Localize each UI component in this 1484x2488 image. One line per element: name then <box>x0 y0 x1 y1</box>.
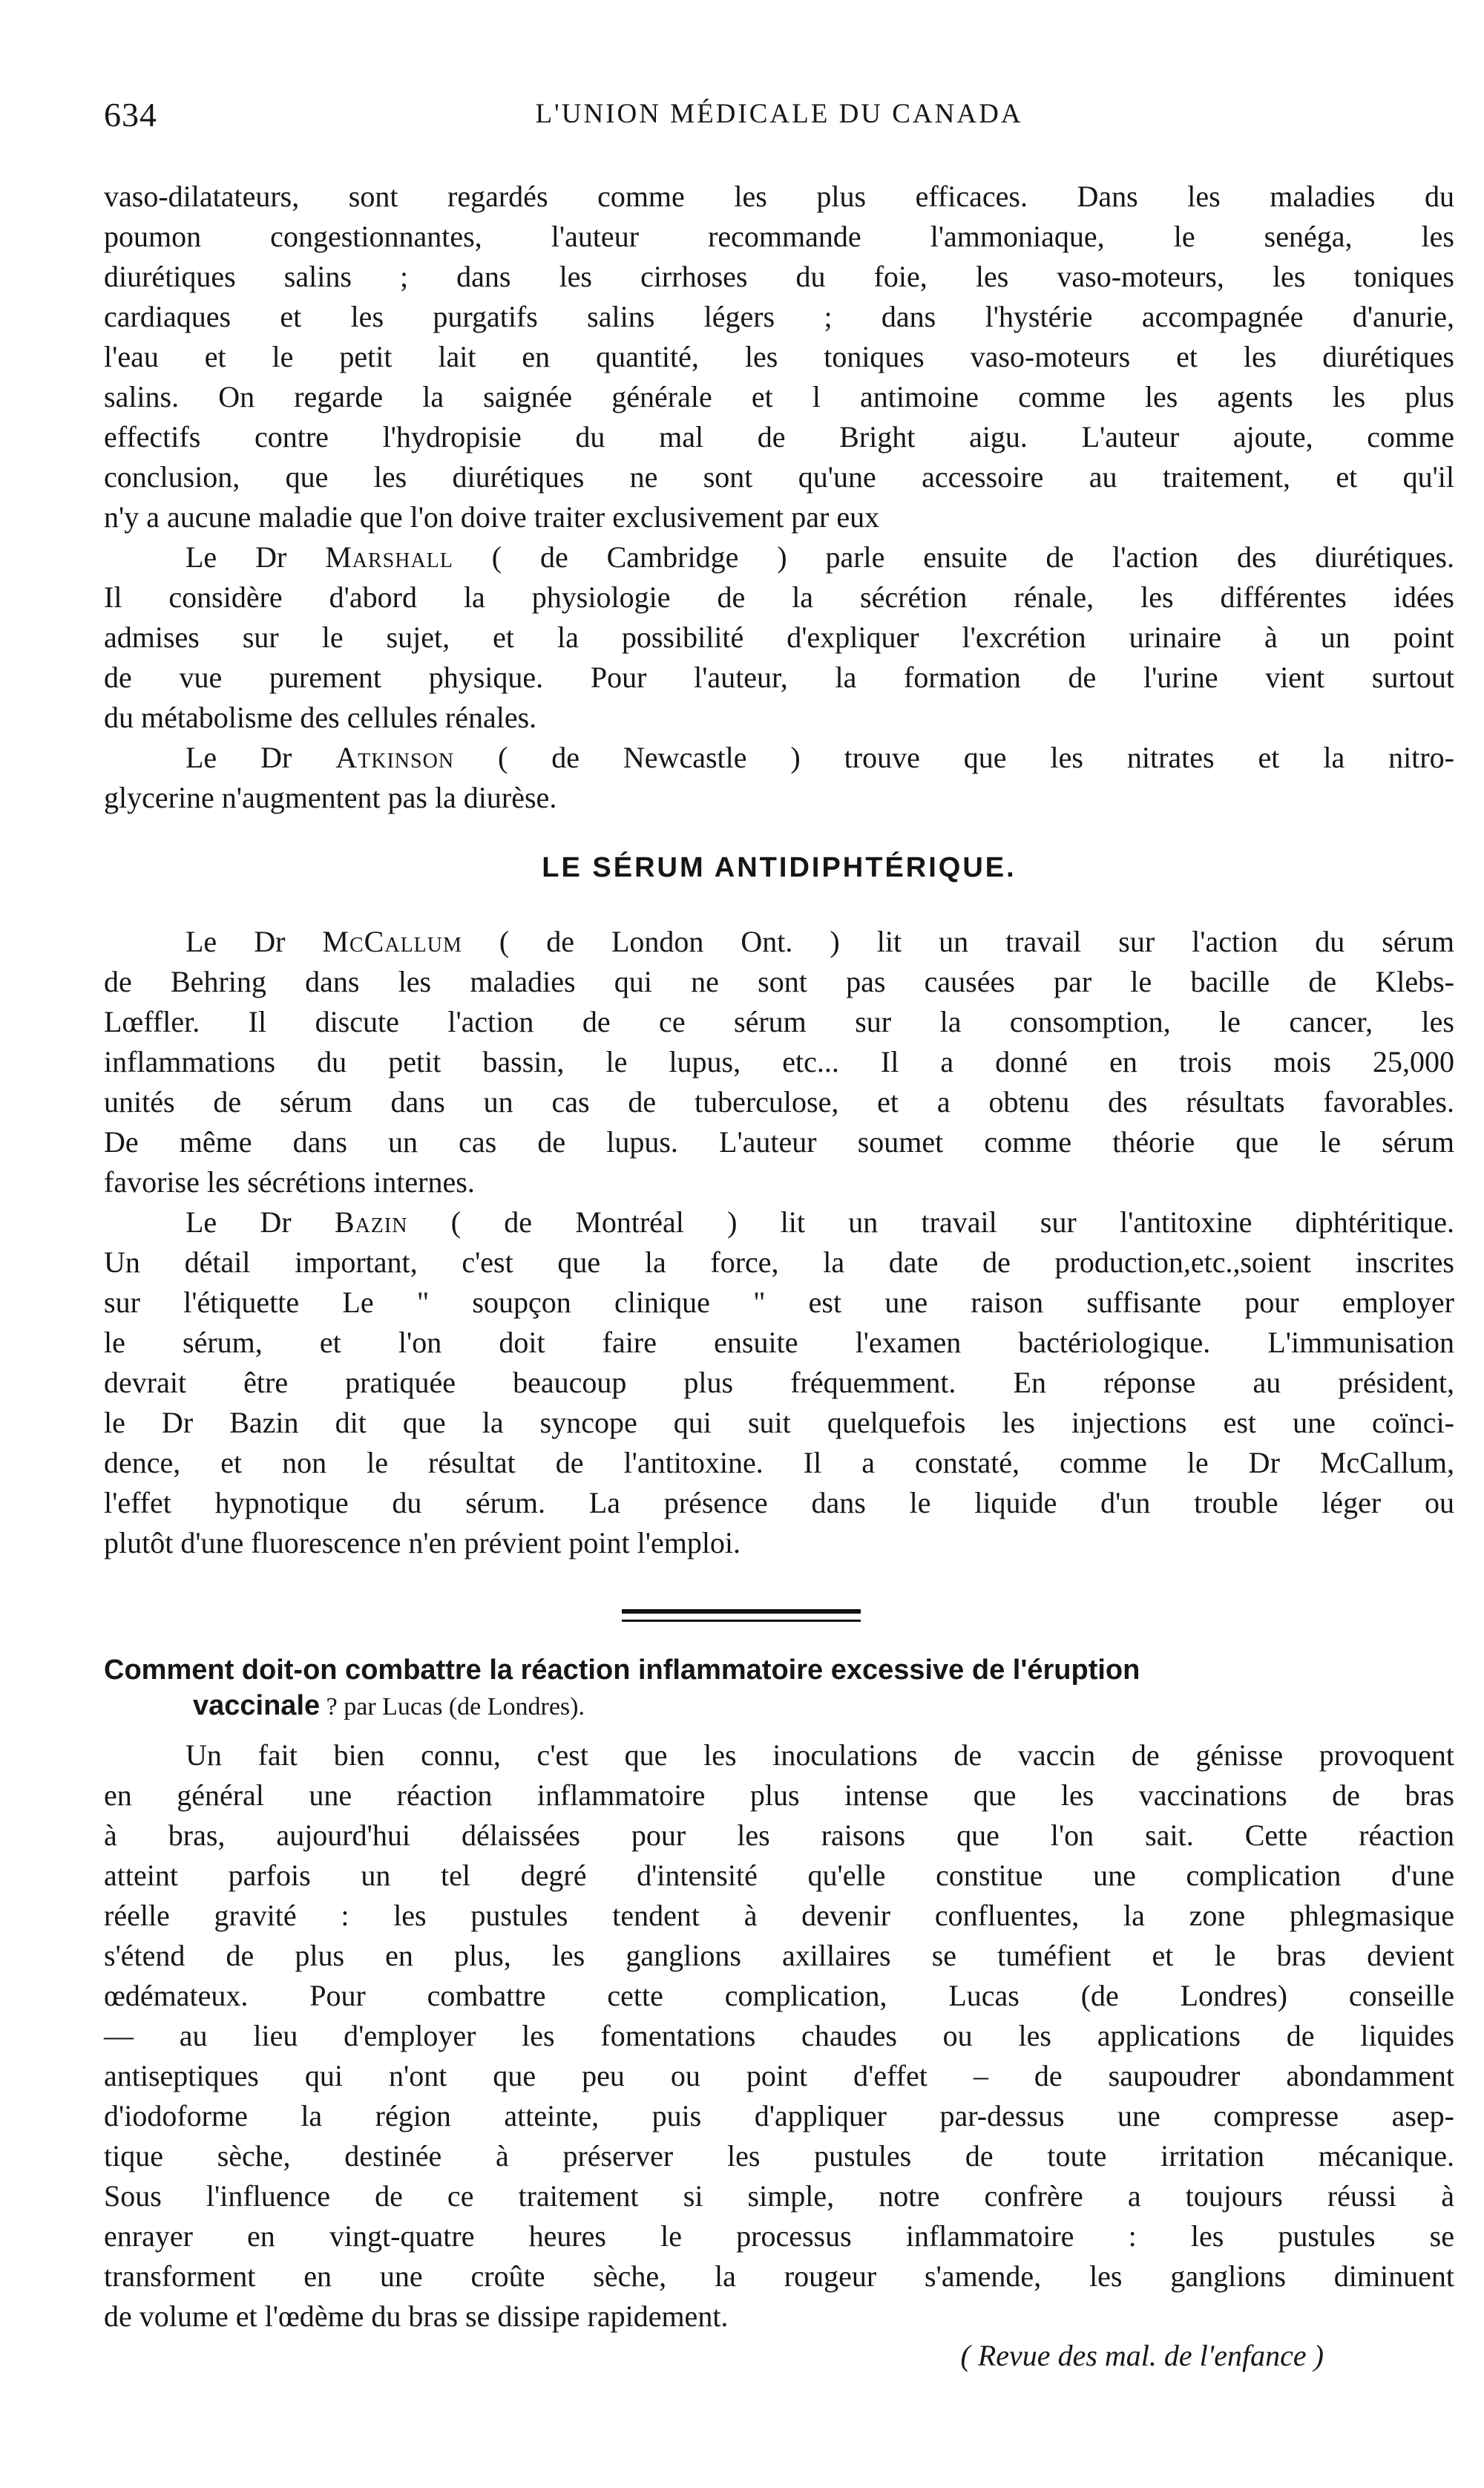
text-line <box>104 1202 1454 1243</box>
separator-rule <box>622 1609 861 1614</box>
text-line: en général une réaction inflammatoire plus intense que les vaccinations de bras <box>104 1778 1454 1812</box>
author-name: Bazin <box>334 1205 408 1239</box>
text-line: tique sèche, destinée à préserver les pustules de toute irritation mécanique. <box>104 2139 1454 2173</box>
text-line: n'y a aucune maladie que l'on doive traiter exclusivement par eux <box>104 500 880 534</box>
text-line: de volume et l'œdème du bras se dissipe rapidement. <box>104 2299 729 2333</box>
text-line: diurétiques salins ; dans les cirrhoses du foie, les vaso-moteurs, les toniques <box>104 260 1454 293</box>
page-number: 634 <box>104 96 157 134</box>
line-prefix: Le Dr <box>186 741 336 774</box>
text-line: Un fait bien connu, c'est que les inoculations de vaccin de génisse provoquent <box>186 1738 1454 1772</box>
author-name: McCallum <box>322 925 462 958</box>
text-line: s'étend de plus en plus, les ganglions axillaires se tuméfient et le bras devient <box>104 1939 1454 1972</box>
text-line: dence, et non le résultat de l'antitoxine. Il a constaté, comme le Dr McCallum, <box>104 1446 1454 1479</box>
text-line: Il considère d'abord la physiologie de la sécrétion rénale, les différentes idées <box>104 580 1454 614</box>
page-header <box>104 95 1454 140</box>
text-line: d'iodoforme la région atteinte, puis d'appliquer par-dessus une compresse asep- <box>104 2099 1454 2132</box>
article-source: ( Revue des mal. de l'enfance ) <box>960 2339 1324 2372</box>
text-line: sur l'étiquette Le " soupçon clinique " est une raison suffisante pour employer <box>104 1286 1454 1319</box>
text-line <box>104 537 1454 577</box>
marshall-paragraph <box>104 537 1454 738</box>
text-line: cardiaques et les purgatifs salins légers ; dans l'hystérie accompagnée d'anurie, <box>104 300 1454 333</box>
text-line: plutôt d'une fluorescence n'en prévient point l'emploi. <box>104 1526 741 1559</box>
text-line: effectifs contre l'hydropisie du mal de Bright aigu. L'auteur ajoute, comme <box>104 420 1454 454</box>
text-line: admises sur le sujet, et la possibilité d'expliquer l'excrétion urinaire à un point <box>104 621 1454 654</box>
text-line: Un détail important, c'est que la force, la date de production,etc.,soient inscrites <box>104 1245 1454 1279</box>
text-line: Lœffler. Il discute l'action de ce sérum sur la consomption, le cancer, les <box>104 1005 1454 1038</box>
author-name: Atkinson <box>335 741 455 774</box>
text-line: inflammations du petit bassin, le lupus, etc... Il a donné en trois mois 25,000 <box>104 1045 1454 1078</box>
separator-rule <box>622 1620 861 1622</box>
text-line: à bras, aujourd'hui délaissées pour les raisons que l'on sait. Cette réaction <box>104 1818 1454 1852</box>
text-line: — au lieu d'employer les fomentations chaudes ou les applications de liquides <box>104 2019 1454 2052</box>
diuretics-paragraph <box>104 177 1454 537</box>
text-line <box>104 922 1454 962</box>
text-line: de Behring dans les maladies qui ne sont pas causées par le bacille de Klebs- <box>104 965 1454 998</box>
line-prefix: Le Dr <box>186 540 326 574</box>
line-prefix: Le Dr <box>186 1205 335 1239</box>
text-line: réelle gravité : les pustules tendent à devenir confluentes, la zone phlegmasique <box>104 1899 1454 1932</box>
journal-title: L'UNION MÉDICALE DU CANADA <box>535 99 1023 129</box>
text-line: le sérum, et l'on doit faire ensuite l'examen bactériologique. L'immunisation <box>104 1326 1454 1359</box>
article-title <box>104 1652 1454 1723</box>
text-line: salins. On regarde la saignée générale et l antimoine comme les agents les plus <box>104 380 1454 413</box>
bazin-paragraph <box>104 1202 1454 1563</box>
text-line: antiseptiques qui n'ont que peu ou point d'effet – de saupoudrer abondamment <box>104 2059 1454 2092</box>
text-line: atteint parfois un tel degré d'intensité qu'elle constitue une complication d'une <box>104 1859 1454 1892</box>
line-prefix: Le Dr <box>186 925 323 958</box>
mccallum-paragraph <box>104 922 1454 1202</box>
text-line: du métabolisme des cellules rénales. <box>104 701 537 734</box>
text-line: œdémateux. Pour combattre cette complication, Lucas (de Londres) conseille <box>104 1979 1454 2012</box>
text-line <box>104 738 1454 778</box>
article-title-line: Comment doit-on combattre la réaction inflammatoire excessive de l'éruption <box>104 1654 1140 1686</box>
text-line: favorise les sécrétions internes. <box>104 1165 475 1199</box>
text-line: vaso-dilatateurs, sont regardés comme les plus efficaces. Dans les maladies du <box>104 180 1454 213</box>
text-line: transforment en une croûte sèche, la rougeur s'amende, les ganglions diminuent <box>104 2259 1454 2293</box>
text-line: devrait être pratiquée beaucoup plus fréquemment. En réponse au président, <box>104 1366 1454 1399</box>
line-suffix: ( de Cambridge ) parle ensuite de l'action des diurétiques. <box>453 540 1455 574</box>
text-line: de vue purement physique. Pour l'auteur, la formation de l'urine vient surtout <box>104 661 1454 694</box>
text-line: De même dans un cas de lupus. L'auteur soumet comme théorie que le sérum <box>104 1125 1454 1159</box>
text-line: l'eau et le petit lait en quantité, les toniques vaso-moteurs et les diurétiques <box>104 340 1454 373</box>
vaccine-article-body <box>104 1735 1454 2337</box>
line-suffix: ( de Newcastle ) trouve que les nitrates et la nitro- <box>454 741 1454 774</box>
line-suffix: ( de London Ont. ) lit un travail sur l'action du sérum <box>462 925 1455 958</box>
article-title-line <box>104 1688 1454 1723</box>
article-title-bold: vaccinale <box>193 1690 321 1721</box>
text-line: conclusion, que les diurétiques ne sont qu'une accessoire au traitement, et qu'il <box>104 460 1454 494</box>
atkinson-paragraph <box>104 738 1454 818</box>
text-line: enrayer en vingt-quatre heures le processus inflammatoire : les pustules se <box>104 2219 1454 2253</box>
text-line: Sous l'influence de ce traitement si simple, notre confrère a toujours réussi à <box>104 2179 1454 2213</box>
author-name: Marshall <box>325 540 453 574</box>
text-line: poumon congestionnantes, l'auteur recommande l'ammoniaque, le senéga, les <box>104 220 1454 253</box>
text-line: unités de sérum dans un cas de tuberculose, et a obtenu des résultats favorables. <box>104 1085 1454 1119</box>
section-heading: LE SÉRUM ANTIDIPHTÉRIQUE. <box>542 852 1017 883</box>
text-line: l'effet hypnotique du sérum. La présence dans le liquide d'un trouble léger ou <box>104 1486 1454 1519</box>
line-suffix: ( de Montréal ) lit un travail sur l'antitoxine diphtéritique. <box>407 1205 1454 1239</box>
article-byline: ? par Lucas (de Londres). <box>320 1693 585 1721</box>
text-line: glycerine n'augmentent pas la diurèse. <box>104 781 557 814</box>
text-line: le Dr Bazin dit que la syncope qui suit quelquefois les injections est une coïnci- <box>104 1406 1454 1439</box>
